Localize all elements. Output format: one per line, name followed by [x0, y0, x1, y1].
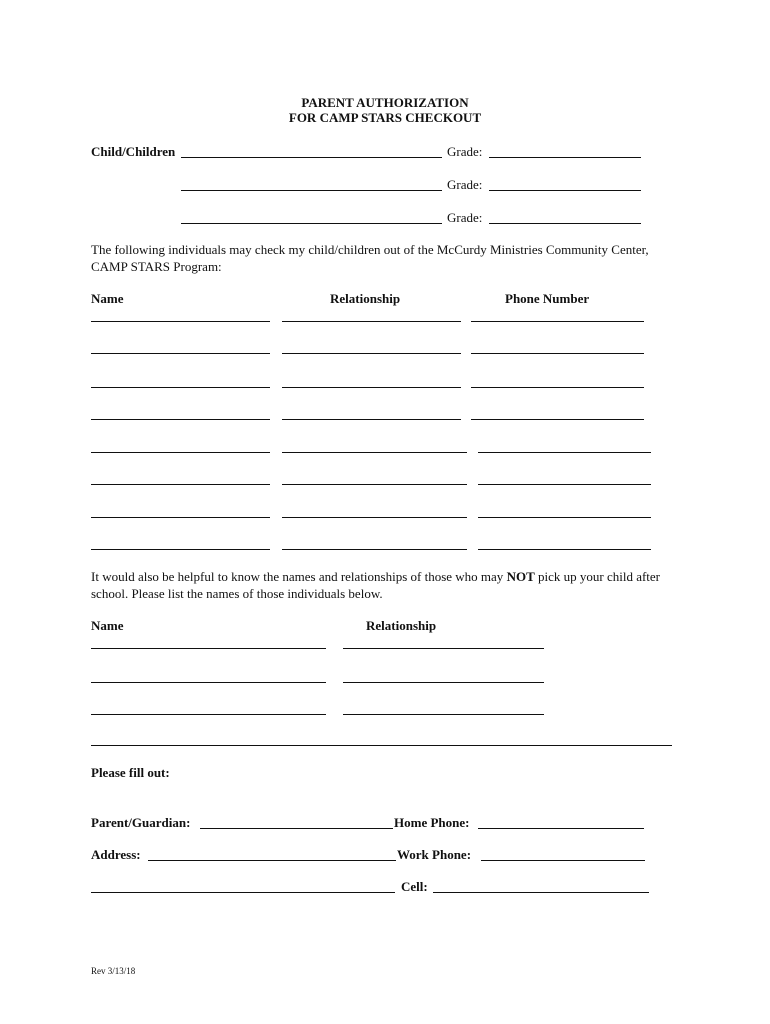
- section-divider-field[interactable]: [91, 745, 672, 746]
- not-authorized-col-relationship: Relationship: [366, 618, 437, 633]
- authorized-name-field-7[interactable]: [91, 517, 270, 518]
- parent-guardian-field[interactable]: [200, 828, 393, 829]
- authorized-name-field-1[interactable]: [91, 321, 270, 322]
- not-authorized-relationship-field-1[interactable]: [343, 648, 544, 649]
- grade-label-1: Grade:: [447, 144, 483, 159]
- not-authorized-name-field-1[interactable]: [91, 648, 326, 649]
- work-phone-label: Work Phone:: [397, 847, 472, 862]
- grade-field-1[interactable]: [489, 157, 641, 158]
- parent-guardian-label: Parent/Guardian:: [91, 815, 191, 830]
- authorized-intro: The following individuals may check my child/children out of the McCurdy Ministries Community Center, CAMP STARS Program:: [91, 242, 649, 274]
- authorized-name-field-8[interactable]: [91, 549, 270, 550]
- not-authorized-relationship-field-3[interactable]: [343, 714, 544, 715]
- children-label: Child/Children: [91, 144, 176, 159]
- child-name-field-1[interactable]: [181, 157, 442, 158]
- authorized-col-relationship: Relationship: [330, 291, 401, 306]
- child-name-field-3[interactable]: [181, 223, 442, 224]
- not-authorized-name-field-2[interactable]: [91, 682, 326, 683]
- authorized-phone-field-2[interactable]: [471, 353, 644, 354]
- cell-field[interactable]: [433, 892, 649, 893]
- home-phone-label: Home Phone:: [394, 815, 470, 830]
- authorized-name-field-2[interactable]: [91, 353, 270, 354]
- not-authorized-intro-after: pick up your child after school. Please list the names of those individuals below.: [91, 569, 660, 601]
- not-authorized-name-field-3[interactable]: [91, 714, 326, 715]
- not-authorized-col-name: Name: [91, 618, 124, 633]
- authorized-phone-field-3[interactable]: [471, 387, 644, 388]
- not-emphasis: NOT: [506, 569, 535, 584]
- not-authorized-intro-before: It would also be helpful to know the names and relationships of those who may: [91, 569, 507, 584]
- authorized-name-field-4[interactable]: [91, 419, 270, 420]
- authorized-relationship-field-5[interactable]: [282, 452, 467, 453]
- grade-field-2[interactable]: [489, 190, 641, 191]
- grade-label-2: Grade:: [447, 177, 483, 192]
- authorized-phone-field-5[interactable]: [478, 452, 651, 453]
- authorized-relationship-field-4[interactable]: [282, 419, 461, 420]
- authorized-phone-field-7[interactable]: [478, 517, 651, 518]
- authorized-phone-field-8[interactable]: [478, 549, 651, 550]
- authorized-relationship-field-8[interactable]: [282, 549, 467, 550]
- authorized-relationship-field-3[interactable]: [282, 387, 461, 388]
- authorized-phone-field-4[interactable]: [471, 419, 644, 420]
- authorized-phone-field-1[interactable]: [471, 321, 644, 322]
- address-label: Address:: [91, 847, 141, 862]
- grade-field-3[interactable]: [489, 223, 641, 224]
- authorized-col-name: Name: [91, 291, 124, 306]
- address-field[interactable]: [148, 860, 396, 861]
- authorized-name-field-6[interactable]: [91, 484, 270, 485]
- form-title-line2: FOR CAMP STARS CHECKOUT: [288, 110, 482, 125]
- work-phone-field[interactable]: [481, 860, 645, 861]
- authorized-name-field-3[interactable]: [91, 387, 270, 388]
- grade-label-3: Grade:: [447, 210, 483, 225]
- authorized-relationship-field-1[interactable]: [282, 321, 461, 322]
- address-line-2-field[interactable]: [91, 892, 395, 893]
- form-title-line1: PARENT AUTHORIZATION: [301, 95, 469, 110]
- cell-label: Cell:: [401, 879, 428, 894]
- revision-note: Rev 3/13/18: [91, 966, 136, 976]
- authorized-phone-field-6[interactable]: [478, 484, 651, 485]
- authorized-relationship-field-7[interactable]: [282, 517, 467, 518]
- authorized-name-field-5[interactable]: [91, 452, 270, 453]
- authorized-relationship-field-2[interactable]: [282, 353, 461, 354]
- authorized-relationship-field-6[interactable]: [282, 484, 467, 485]
- home-phone-field[interactable]: [478, 828, 644, 829]
- not-authorized-intro: [91, 568, 671, 602]
- authorized-col-phone: Phone Number: [505, 291, 590, 306]
- fill-out-heading: Please fill out:: [91, 765, 170, 780]
- child-name-field-2[interactable]: [181, 190, 442, 191]
- not-authorized-relationship-field-2[interactable]: [343, 682, 544, 683]
